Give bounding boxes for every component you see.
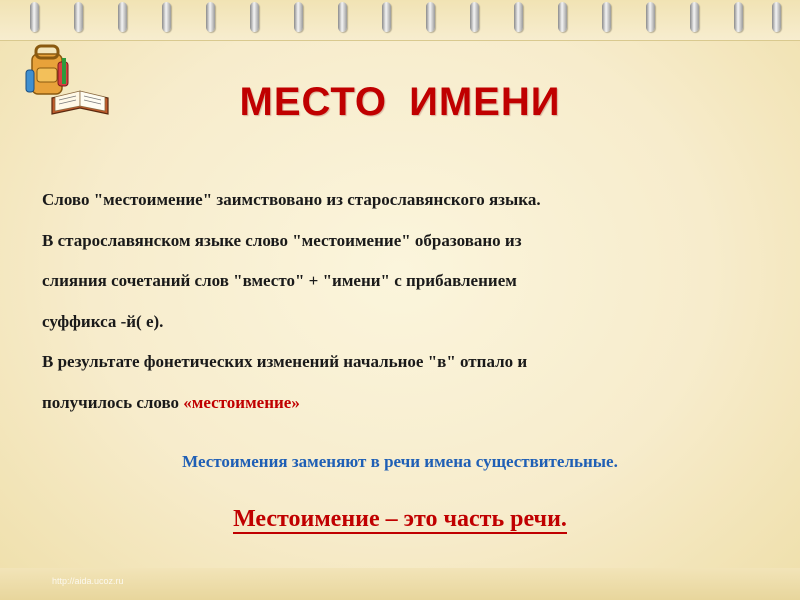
ring-icon [514, 2, 523, 32]
page-title: МЕСТО ИМЕНИ [239, 80, 561, 124]
definition-underlined: Местоимение – это часть речи. [233, 506, 567, 532]
ring-icon [772, 2, 781, 32]
ring-icon [162, 2, 171, 32]
body-line: слияния сочетаний слов "вместо" + "имени" с прибавлением [42, 271, 517, 290]
ring-icon [250, 2, 259, 32]
watermark-url: http://aida.ucoz.ru [52, 576, 124, 586]
ring-icon [74, 2, 83, 32]
body-line: В старославянском языке слово "местоимение" образовано из [42, 230, 522, 250]
ring-icon [426, 2, 435, 32]
ring-icon [734, 2, 743, 32]
body-line: В результате фонетических изменений начальное "в" отпало и [42, 352, 528, 371]
body-line-prefix: получилось слово [42, 392, 184, 412]
ring-icon [206, 2, 215, 32]
ring-icon [382, 2, 391, 32]
notebook-rings-strip [0, 0, 800, 41]
ring-icon [602, 2, 611, 32]
note-text: Местоимения заменяют в речи имена существительные. [182, 452, 618, 471]
ring-icon [294, 2, 303, 32]
definition-text [0, 506, 800, 533]
ring-icon [30, 2, 39, 32]
body-line [42, 383, 742, 424]
ring-icon [646, 2, 655, 32]
body-line: Слово "местоимение" заимствовано из старославянского языка. [42, 190, 541, 209]
ring-icon [338, 2, 347, 32]
ring-icon [690, 2, 699, 32]
ring-icon [470, 2, 479, 32]
body-paragraph [42, 180, 742, 423]
highlighted-word: «местоимение» [183, 392, 300, 412]
body-line: суффикса -й( е). [42, 311, 164, 331]
ring-icon [118, 2, 127, 32]
ring-icon [558, 2, 567, 32]
